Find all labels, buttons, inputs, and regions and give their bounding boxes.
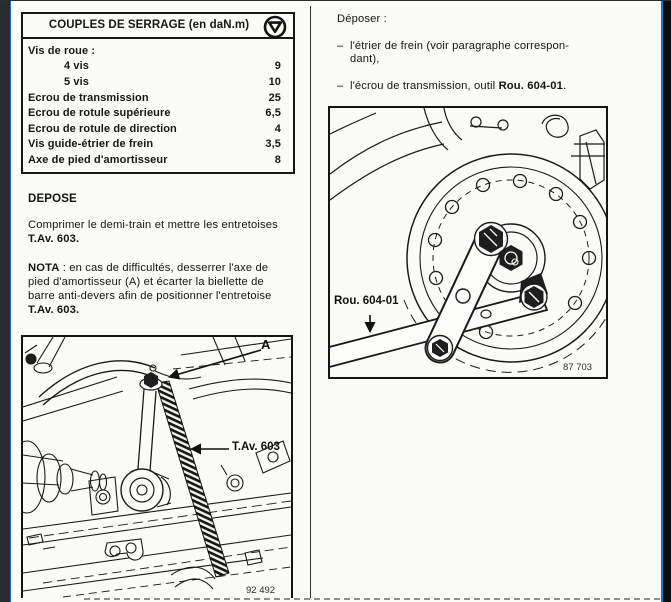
drive-shaft-cv-boot <box>23 441 107 513</box>
figure-suspension <box>21 335 293 598</box>
deposer-heading: Déposer : <box>337 13 387 25</box>
suspension-illustration <box>23 337 291 598</box>
row-label: Vis de roue : <box>28 44 96 57</box>
table-row <box>23 74 293 90</box>
row-value: 25 <box>268 91 281 104</box>
list-item-dash: – <box>337 80 344 92</box>
tool-ref-bold: T.Av. 603. <box>28 304 80 316</box>
row-value: 4 <box>274 122 281 135</box>
paragraph-line <box>28 262 271 276</box>
tool-ref-bold: T.Av. 603. <box>28 233 80 245</box>
table-row <box>23 137 293 153</box>
figure-label-tav603: T.Av. 603 <box>232 441 280 453</box>
paragraph-line <box>28 233 278 247</box>
list-item-line: dant), <box>350 53 380 65</box>
paragraph-line <box>28 304 271 318</box>
paragraph-line: barre anti-devers afin de positionner l'entretoise <box>28 290 272 302</box>
paragraph-text: : en cas de difficultés, desserrer l'axe de <box>59 262 269 274</box>
row-label: Ecrou de rotule supérieure <box>28 107 171 120</box>
page-bottom-rule <box>84 598 660 600</box>
paragraph-line: pied d'amortisseur (A) et écarter la biellette de <box>28 276 264 288</box>
row-value: 10 <box>268 75 281 88</box>
list-item-line: l'étrier de frein (voir paragraphe correspon- <box>350 40 570 52</box>
table-row <box>23 90 293 106</box>
chassis-lines <box>23 337 291 491</box>
paragraph-line: Comprimer le demi-train et mettre les entretoises <box>28 219 278 231</box>
page-edge-right <box>663 1 671 602</box>
figure-label-rou604: Rou. 604-01 <box>334 295 399 307</box>
row-value: 6,5 <box>265 107 281 120</box>
row-label: 5 vis <box>64 75 89 88</box>
column-divider <box>310 6 311 598</box>
list-item-dash: – <box>337 40 344 52</box>
table-row <box>23 105 293 121</box>
figure-brake-disc <box>328 106 608 379</box>
figure-number: 92 492 <box>246 585 276 596</box>
nota-paragraph <box>28 262 271 318</box>
list-item-text: . <box>563 80 567 92</box>
tool-ref-bold: Rou. 604-01 <box>498 80 564 92</box>
torque-table-rows <box>23 39 293 172</box>
depose-heading: DEPOSE <box>28 193 77 205</box>
page-edge-left <box>0 1 10 602</box>
row-label: Axe de pied d'amortisseur <box>28 153 168 166</box>
figure-label-a: A <box>261 337 271 352</box>
suspension-background <box>330 108 605 200</box>
row-value: 3,5 <box>265 138 281 151</box>
list-item-text: l'écrou de transmission, outil <box>350 80 499 92</box>
table-row <box>23 121 293 137</box>
torque-table <box>21 12 295 174</box>
nota-label: NOTA <box>28 262 60 274</box>
brake-disc-illustration <box>330 108 606 377</box>
row-value: 8 <box>274 153 281 166</box>
depose-paragraph <box>28 219 278 247</box>
list-item-line <box>350 80 566 92</box>
row-label: Ecrou de transmission <box>28 91 149 104</box>
row-value: 9 <box>274 60 281 73</box>
row-label: Vis guide-étrier de frein <box>28 138 154 151</box>
torque-table-title: COUPLES DE SERRAGE (en daN.m) <box>23 14 293 39</box>
torque-symbol-icon <box>263 15 287 39</box>
row-label: 4 vis <box>64 60 89 73</box>
page-edge-left-accent <box>10 1 11 602</box>
table-row <box>23 59 293 75</box>
table-row <box>23 152 293 168</box>
row-label: Ecrou de rotule de direction <box>28 122 177 135</box>
table-row <box>23 43 293 59</box>
figure-number: 87 703 <box>563 362 593 373</box>
